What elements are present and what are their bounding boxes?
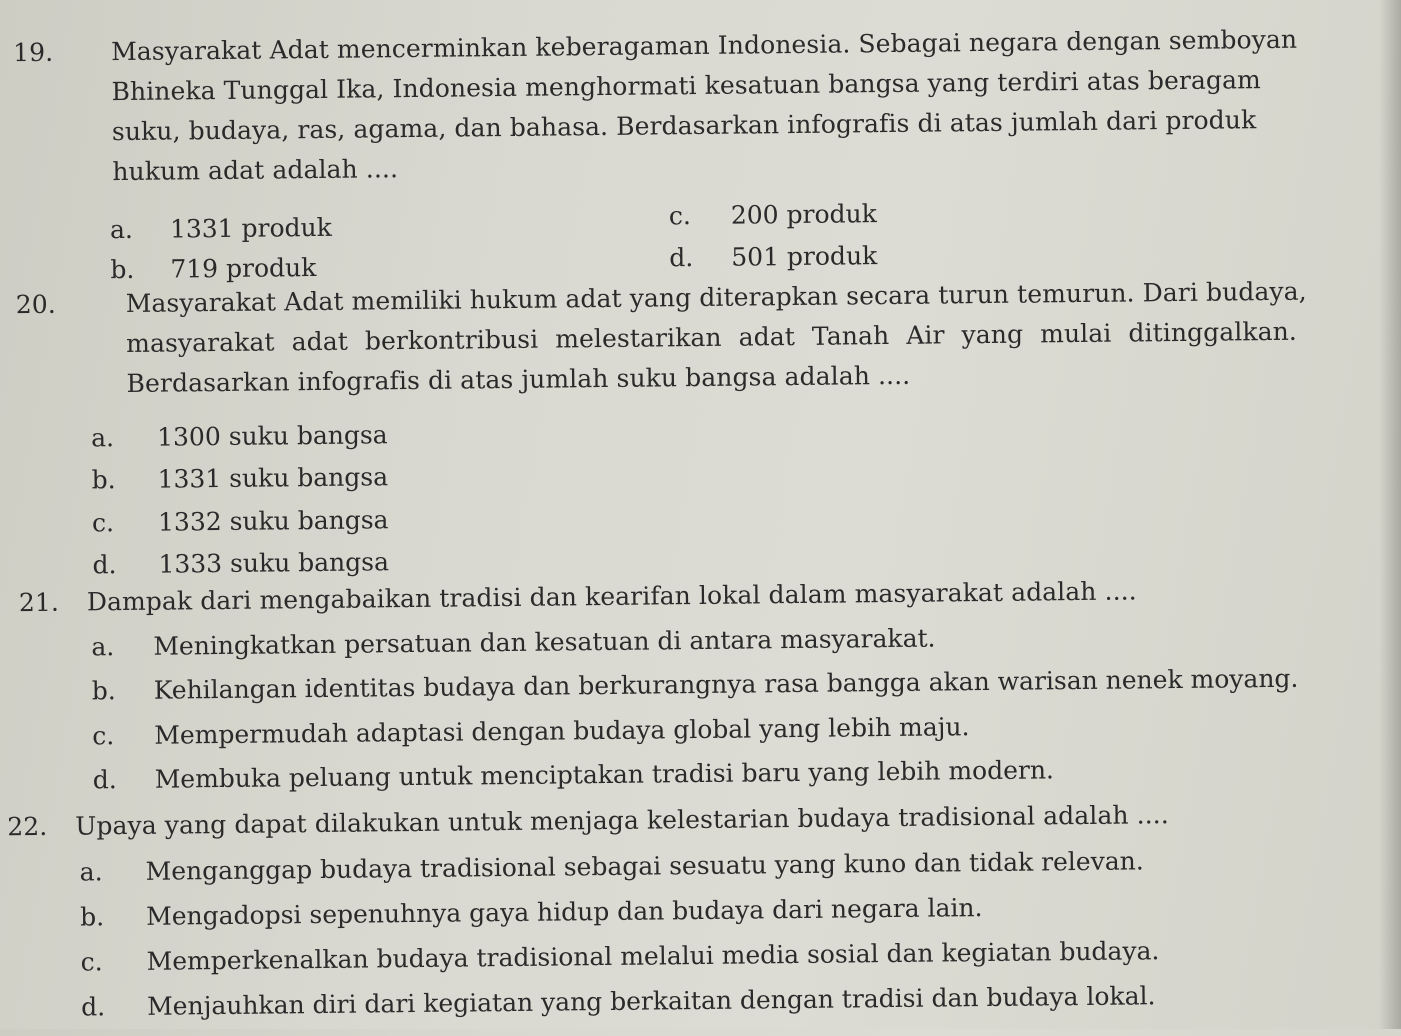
option-letter: a. — [109, 214, 133, 245]
option-text: Menjauhkan diri dari kegiatan yang berkaitan dengan tradisi dan budaya lokal. — [146, 981, 1156, 1021]
question-line: Masyarakat Adat mencerminkan keberagaman Indonesia. Sebagai negara dengan semboyan — [110, 24, 1298, 67]
question-text — [111, 20, 1299, 192]
option-19-d[interactable] — [669, 238, 877, 276]
option-21-d[interactable] — [93, 752, 1055, 798]
question-text — [126, 272, 1308, 404]
option-20-c[interactable] — [92, 502, 389, 541]
option-text: 501 produk — [731, 241, 878, 272]
question-number: 21. — [18, 587, 60, 618]
option-letter: c. — [92, 721, 115, 751]
option-letter: c. — [668, 201, 691, 231]
option-22-b[interactable] — [80, 890, 983, 935]
option-letter: a. — [79, 857, 103, 887]
question-19 — [13, 20, 1299, 193]
option-text: Mengadopsi sepenuhnya gaya hidup dan budaya dari negara lain. — [146, 893, 983, 931]
option-21-c[interactable] — [92, 709, 970, 754]
option-text: Meningkatkan persatuan dan kesatuan di antara masyarakat. — [153, 623, 936, 661]
option-19-a[interactable] — [110, 210, 332, 248]
option-letter: d. — [80, 992, 106, 1022]
question-line: masyarakat adat berkontribusi melestarikan adat Tanah Air yang mulai ditinggalkan. — [126, 316, 1298, 359]
option-22-d[interactable] — [81, 978, 1156, 1025]
option-22-c[interactable] — [80, 933, 1159, 980]
option-letter: b. — [91, 465, 116, 495]
option-21-b[interactable] — [92, 661, 1299, 710]
option-text: Memperkenalkan budaya tradisional melalui media sosial dan kegiatan budaya. — [146, 936, 1160, 976]
option-text: Kehilangan identitas budaya dan berkurangnya rasa bangga akan warisan nenek moyang. — [153, 663, 1299, 705]
option-letter: b. — [91, 676, 116, 706]
option-letter: b. — [80, 902, 105, 932]
question-number: 19. — [12, 37, 54, 68]
question-line: Berdasarkan infografis di atas jumlah suku bangsa adalah .... — [126, 360, 911, 399]
option-letter: c. — [91, 508, 115, 538]
question-line: Upaya yang dapat dilakukan untuk menjaga kelestarian budaya tradisional adalah .... — [75, 800, 1169, 841]
question-line: hukum adat adalah .... — [112, 154, 399, 187]
question-number: 20. — [15, 289, 56, 320]
question-number: 22. — [7, 811, 48, 842]
option-letter: a. — [91, 423, 115, 453]
option-letter: d. — [669, 243, 694, 273]
option-letter: c. — [80, 947, 103, 977]
option-22-a[interactable] — [80, 843, 1144, 890]
option-text: 1331 suku bangsa — [157, 462, 389, 494]
question-line: suku, budaya, ras, agama, dan bahasa. Berdasarkan infografis di atas jumlah dari produk — [111, 105, 1257, 147]
question-line: Bhineka Tunggal Ika, Indonesia menghormati kesatuan bangsa yang terdiri atas beragam — [111, 65, 1262, 107]
question-20 — [16, 272, 1308, 406]
option-letter: d. — [92, 765, 117, 795]
option-text: 719 produk — [170, 253, 317, 284]
question-line: Dampak dari mengabaikan tradisi dan kearifan lokal dalam masyarakat adalah .... — [86, 576, 1137, 617]
option-letter: a. — [91, 632, 115, 662]
option-text: 1300 suku bangsa — [157, 420, 388, 452]
option-letter: b. — [110, 254, 135, 285]
option-21-a[interactable] — [91, 621, 936, 666]
option-letter: d. — [92, 550, 117, 580]
option-20-a[interactable] — [91, 417, 388, 456]
question-line: Masyarakat Adat memiliki hukum adat yang diterapkan secara turun temurun. Dari budaya, — [125, 276, 1307, 319]
option-text: 1333 suku bangsa — [158, 547, 390, 579]
option-text: 1332 suku bangsa — [157, 505, 389, 537]
option-text: Mempermudah adaptasi dengan budaya global yang lebih maju. — [154, 712, 970, 750]
option-text: 200 produk — [730, 199, 877, 230]
question-22 — [7, 795, 1169, 847]
option-text: 1331 produk — [169, 212, 332, 244]
option-20-d[interactable] — [92, 544, 389, 583]
option-text: Menganggap budaya tradisional sebagai sesuatu yang kuno dan tidak relevan. — [145, 846, 1144, 886]
option-19-c[interactable] — [669, 196, 877, 234]
option-20-b[interactable] — [91, 459, 388, 498]
option-text: Membuka peluang untuk menciptakan tradisi baru yang lebih modern. — [154, 755, 1055, 794]
question-text — [75, 795, 1169, 846]
page-edge-shadow — [1379, 0, 1401, 1029]
